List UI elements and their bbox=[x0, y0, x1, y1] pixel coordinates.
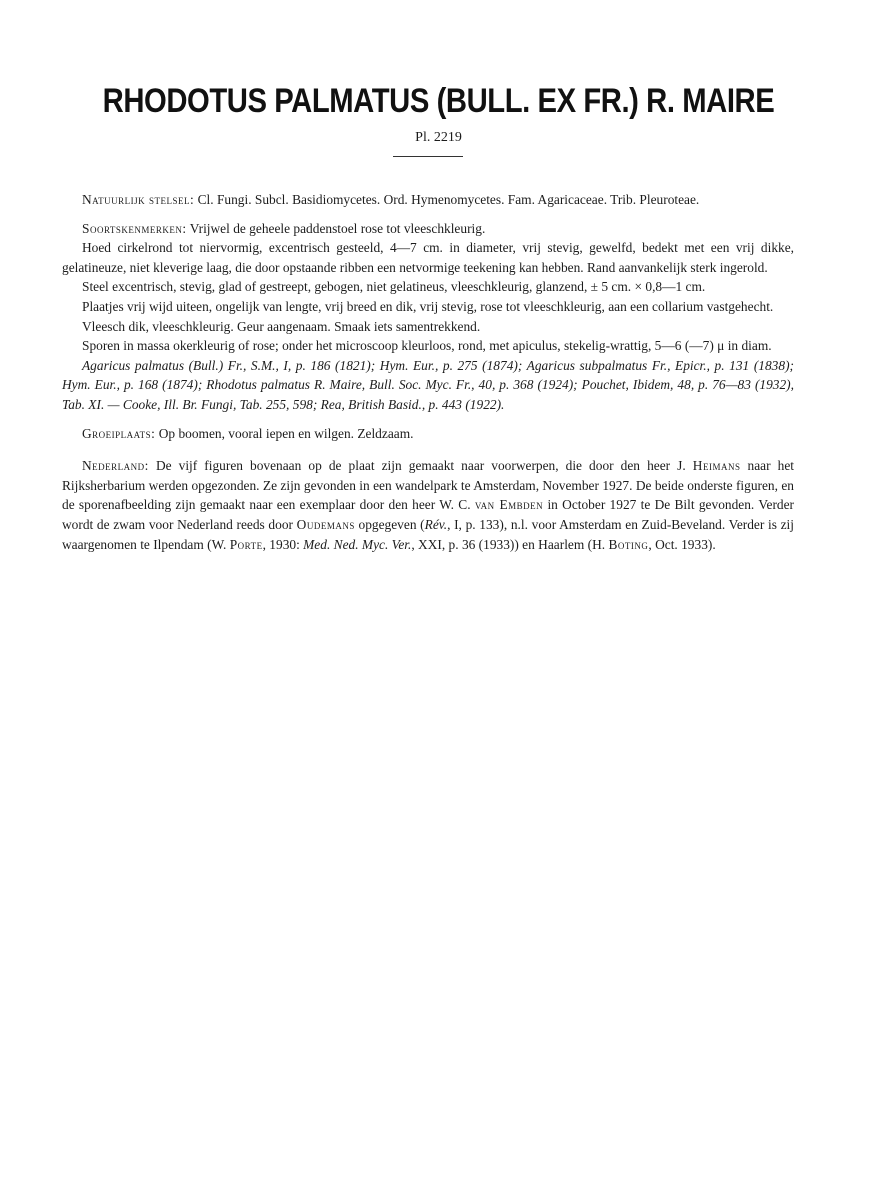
paragraph-text: Vrijwel de geheele paddenstoel rose tot vleeschkleurig. bbox=[186, 220, 486, 236]
citation: Med. Ned. Myc. Ver. bbox=[303, 536, 412, 552]
section-label: Natuurlijk stelsel: bbox=[82, 192, 195, 207]
text-run: naar het Rijksherbarium werden opgezonden. Ze zijn gevonden in een wandelpark te Amsterdam, November 1927. De beide onderste figuren, en de sporenafbeelding zijn gemaakt naar een exemplaar door den heer W. C. bbox=[62, 458, 794, 513]
title-divider bbox=[393, 156, 463, 157]
paragraph-hoed: Hoed cirkelrond tot niervormig, excentrisch gesteeld, 4—7 cm. in diameter, vrij stevig, gewelfd, bedekt met een vrij dikke, gelatineuze, niet kleverige laag, die door opstaande ribben een netvormige teekening kan hebben. Rand aanvankelijk sterk ingerold. bbox=[62, 240, 794, 275]
text-run: , XXI, p. 36 (1933)) en Haarlem (H. bbox=[411, 536, 609, 552]
paragraph-vleesch: Vleesch dik, vleeschkleurig. Geur aangenaam. Smaak iets samentrekkend. bbox=[82, 318, 481, 334]
person-name: Heimans bbox=[692, 458, 741, 474]
text-run: opgegeven ( bbox=[354, 516, 425, 532]
text-run: in October 1927 te De Bilt gevonden. Verder wordt de zwam voor Nederland reeds door bbox=[62, 497, 794, 532]
paragraph-groeiplaats bbox=[62, 424, 794, 444]
plate-number: Pl. 2219 bbox=[415, 130, 462, 145]
section-label: Soortskenmerken: bbox=[82, 220, 187, 236]
text-run: , 1930: bbox=[262, 536, 304, 552]
person-name: Oudemans bbox=[296, 516, 355, 532]
paragraph-plaatjes: Plaatjes vrij wijd uiteen, ongelijk van lengte, vrij breed en dik, vrij stevig, rose tot vleeschkleurig, aan een collarium vastgehecht. bbox=[82, 298, 774, 314]
person-name: van Embden bbox=[474, 497, 544, 513]
person-name: Porte bbox=[229, 536, 263, 552]
citation: Rév. bbox=[424, 516, 448, 532]
text-run: , Oct. 1933). bbox=[648, 536, 716, 552]
paragraph-nederland bbox=[62, 456, 794, 554]
paragraph-steel: Steel excentrisch, stevig, glad of gestreept, gebogen, niet gelatineus, vleeschkleurig, glanzend, ± 5 cm. × 0,8—1 cm. bbox=[82, 279, 706, 295]
paragraph-text: Op boomen, vooral iepen en wilgen. Zeldzaam. bbox=[155, 425, 414, 441]
page-title: RHODOTUS PALMATUS (BULL. EX FR.) R. MAIRE bbox=[102, 82, 775, 120]
section-label: Groeiplaats: bbox=[82, 425, 156, 441]
document-body bbox=[62, 190, 794, 554]
paragraph-natuurlijk-stelsel bbox=[62, 190, 794, 210]
paragraph-sporen: Sporen in massa okerkleurig of rose; onder het microscoop kleurloos, rond, met apiculus, stekelig-wrattig, 5—6 (—7) μ in diam. bbox=[82, 338, 772, 354]
paragraph-soortskenmerken bbox=[62, 219, 794, 239]
paragraph-literatuur: Agaricus palmatus (Bull.) Fr., S.M., I, p. 186 (1821); Hym. Eur., p. 275 (1874); Agaricus subpalmatus Fr., Epicr., p. 131 (1838); Hym. Eur., p. 168 (1874); Rhodotus palmatus R. Maire, Bull. Soc. Myc. Fr., 40, p. 368 (1924); Pouchet, Ibidem, 48, p. 76—83 (1932), Tab. XI. — Cooke, Ill. Br. Fungi, Tab. 255, 598; Rea, British Basid., p. 443 (1922). bbox=[62, 357, 794, 412]
section-label: Nederland: bbox=[82, 458, 149, 474]
person-name: Boting bbox=[608, 536, 649, 552]
text-run: De vijf figuren bovenaan op de plaat zijn gemaakt naar voorwerpen, die door den heer J. bbox=[148, 458, 693, 474]
paragraph-text: Cl. Fungi. Subcl. Basidiomycetes. Ord. Hymenomycetes. Fam. Agaricaceae. Trib. Pleuroteae. bbox=[194, 192, 700, 207]
text-run: , I, p. 133), n.l. voor Amsterdam en Zuid-Beveland. Verder is zij waargenomen te Ilpendam (W. bbox=[62, 516, 794, 552]
